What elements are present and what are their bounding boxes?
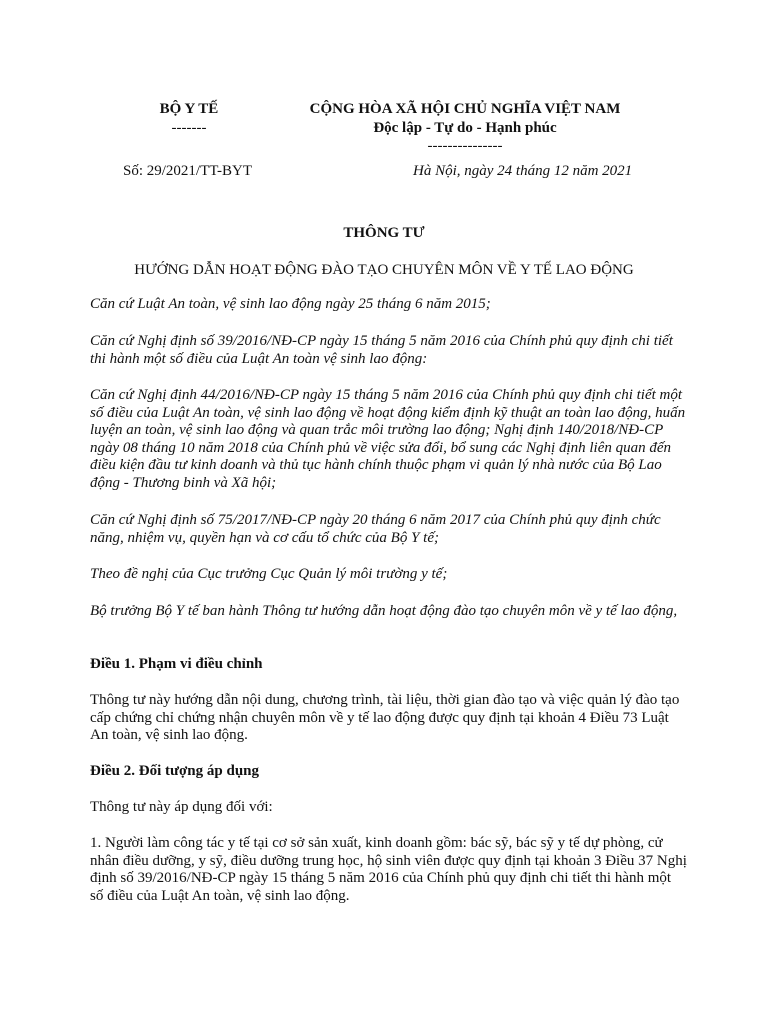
article-paragraph: Thông tư này áp dụng đối với:	[90, 799, 273, 815]
motto-divider: ---------------	[427, 138, 503, 154]
article-heading: Điều 2. Đối tượng áp dụng	[90, 763, 260, 779]
preamble-paragraph: Căn cứ Nghị định 44/2016/NĐ-CP ngày 15 tháng 5 năm 2016 của Chính phủ quy định chi tiết một số điều của Luật An toàn, vệ sinh lao động về hoạt động kiểm định kỹ thuật an toàn lao động, huấn luyện an toàn, vệ sinh lao động và quan trắc môi trường lao động; Nghị định 140/2018/NĐ-CP ngày 08 tháng 10 năm 2018 của Chính phủ về việc sửa đổi, bổ sung các Nghị định liên quan đến điều kiện đầu tư kinh doanh và thủ tục hành chính thuộc phạm vi quản lý nhà nước của Bộ Lao động - Thương binh và Xã hội;	[90, 387, 686, 491]
preamble-paragraph: Căn cứ Nghị định số 75/2017/NĐ-CP ngày 20 tháng 6 năm 2017 của Chính phủ quy định chức năng, nhiệm vụ, quyền hạn và cơ cấu tổ chức của Bộ Y tế;	[90, 512, 661, 546]
preamble-paragraph: Căn cứ Nghị định số 39/2016/NĐ-CP ngày 15 tháng 5 năm 2016 của Chính phủ quy định chi tiết thi hành một số điều của Luật An toàn vệ sinh lao động:	[90, 333, 673, 367]
national-motto: Độc lập - Tự do - Hạnh phúc	[373, 120, 557, 136]
preamble-paragraph: Bộ trưởng Bộ Y tế ban hành Thông tư hướng dẫn hoạt động đào tạo chuyên môn về y tế lao động,	[90, 603, 678, 619]
document-subject: HƯỚNG DẪN HOẠT ĐỘNG ĐÀO TẠO CHUYÊN MÔN VỀ Y TẾ LAO ĐỘNG	[134, 262, 634, 278]
ministry-divider: -------	[171, 120, 207, 136]
issuing-ministry: BỘ Y TẾ	[159, 101, 219, 117]
document-type: THÔNG TƯ	[343, 225, 425, 241]
country-name: CỘNG HÒA XÃ HỘI CHỦ NGHĨA VIỆT NAM	[309, 101, 621, 117]
document-number: Số: 29/2021/TT-BYT	[123, 163, 253, 179]
article-paragraph: 1. Người làm công tác y tế tại cơ sở sản xuất, kinh doanh gồm: bác sỹ, bác sỹ y tế dự phòng, cử nhân điều dưỡng, y sỹ, điều dưỡng trung học, hộ sinh viên được quy định tại khoản 3 Điều 37 Nghị định số 39/2016/NĐ-CP ngày 15 tháng 5 năm 2016 của Chính phủ quy định chi tiết thi hành một số điều của Luật An toàn, vệ sinh lao động.	[90, 835, 687, 904]
article-heading: Điều 1. Phạm vi điều chỉnh	[90, 656, 263, 672]
article-paragraph: Thông tư này hướng dẫn nội dung, chương trình, tài liệu, thời gian đào tạo và việc quản lý đào tạo cấp chứng chỉ chứng nhận chuyên môn về y tế lao động được quy định tại khoản 4 Điều 73 Luật An toàn, vệ sinh lao động.	[90, 692, 680, 743]
place-and-date: Hà Nội, ngày 24 tháng 12 năm 2021	[413, 163, 633, 179]
preamble-paragraph: Theo đề nghị của Cục trưởng Cục Quản lý môi trường y tế;	[90, 566, 448, 582]
preamble-paragraph: Căn cứ Luật An toàn, vệ sinh lao động ngày 25 tháng 6 năm 2015;	[90, 296, 491, 312]
